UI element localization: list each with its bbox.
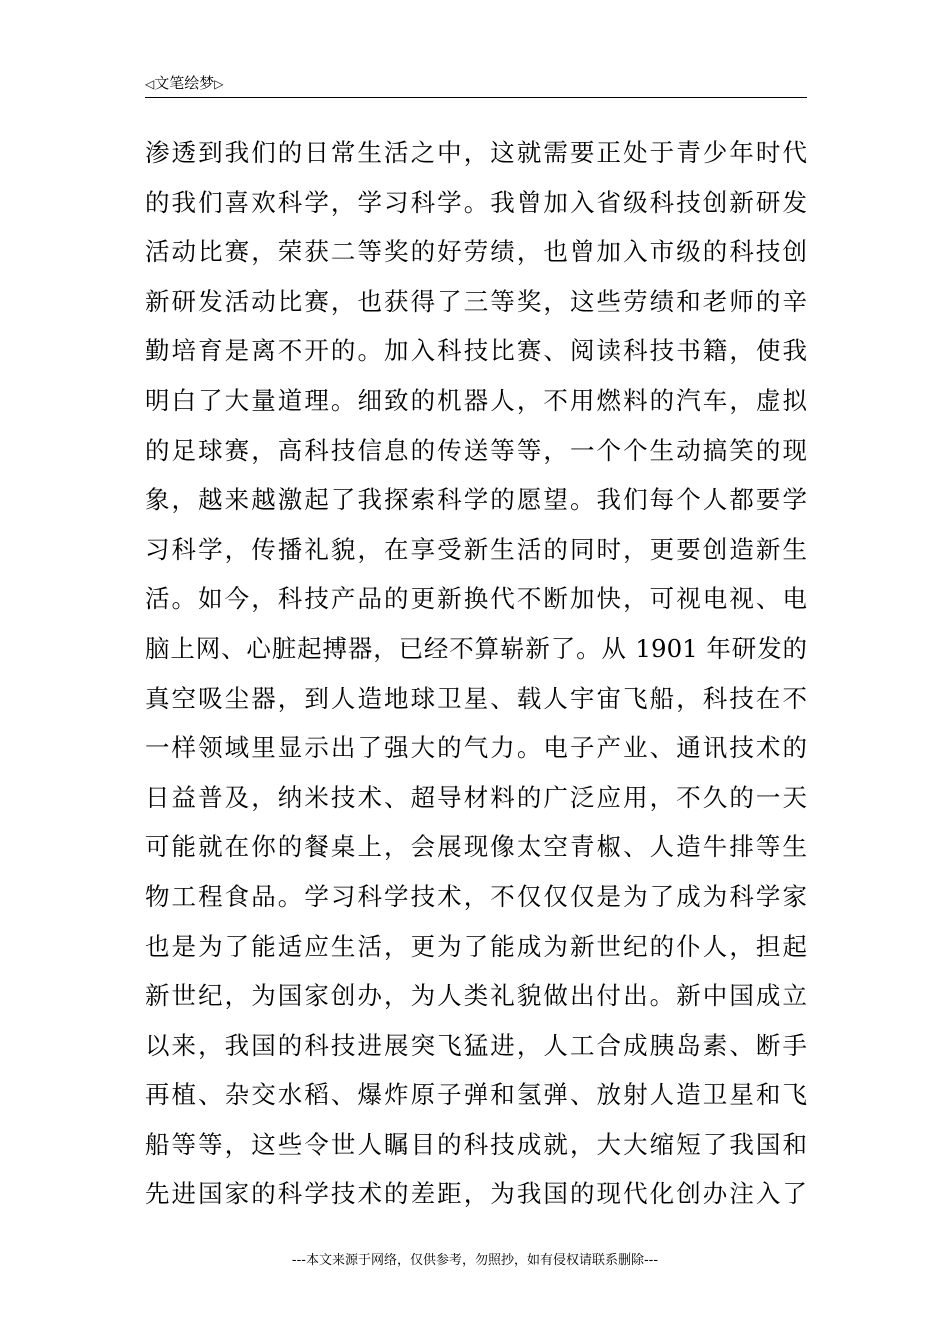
page-footer: ---本文来源于网络，仅供参考，勿照抄，如有侵权请联系删除---: [291, 1253, 659, 1268]
page-header: [145, 74, 807, 98]
text-line: 活。如今，科技产品的更新换代不断加快，可视电视、电: [145, 584, 807, 614]
text-line: 勤培育是离不开的。加入科技比赛、阅读科技书籍，使我: [145, 336, 807, 366]
text-line: 的足球赛，高科技信息的传送等等，一个个生动搞笑的现: [145, 435, 807, 465]
text-line: 的我们喜欢科学，学习科学。我曾加入省级科技创新研发: [145, 187, 807, 217]
text-line: 物工程食品。学习科学技术，不仅仅仅是为了成为科学家: [145, 881, 807, 911]
text-line: 一样领域里显示出了强大的气力。电子产业、通讯技术的: [145, 733, 807, 763]
header-title: 文笔绘梦: [154, 74, 215, 92]
text-line: 再植、杂交水稻、爆炸原子弹和氢弹、放射人造卫星和飞: [145, 1080, 807, 1110]
text-line: 新世纪，为国家创办，为人类礼貌做出付出。新中国成立: [145, 981, 807, 1011]
text-line: 新研发活动比赛，也获得了三等奖，这些劳绩和老师的辛: [145, 286, 807, 316]
left-triangle-icon: ◁: [145, 77, 155, 91]
right-triangle-icon: ▷: [214, 77, 224, 91]
text-line: 象，越来越激起了我探索科学的愿望。我们每个人都要学: [145, 485, 807, 515]
body-text: [145, 128, 807, 1219]
text-line: 船等等，这些令世人瞩目的科技成就，大大缩短了我国和: [145, 1129, 807, 1159]
text-line: 先进国家的科学技术的差距，为我国的现代化创办注入了: [145, 1179, 807, 1209]
text-line: 脑上网、心脏起搏器，已经不算崭新了。从 1901 年研发的: [145, 633, 807, 663]
text-line: 以来，我国的科技进展突飞猛进，人工合成胰岛素、断手: [145, 1030, 807, 1060]
text-line: 日益普及，纳米技术、超导材料的广泛应用，不久的一天: [145, 782, 807, 812]
text-line: 可能就在你的餐桌上，会展现像太空青椒、人造牛排等生: [145, 832, 807, 862]
text-line: 明白了大量道理。细致的机器人，不用燃料的汽车，虚拟: [145, 385, 807, 415]
text-line: 渗透到我们的日常生活之中，这就需要正处于青少年时代: [145, 138, 807, 167]
text-line: 习科学，传播礼貌，在享受新生活的同时，更要创造新生: [145, 534, 807, 564]
text-line: 活动比赛，荣获二等奖的好劳绩，也曾加入市级的科技创: [145, 237, 807, 267]
text-line: 真空吸尘器，到人造地球卫星、载人宇宙飞船，科技在不: [145, 683, 807, 713]
text-line: 也是为了能适应生活，更为了能成为新世纪的仆人，担起: [145, 931, 807, 961]
